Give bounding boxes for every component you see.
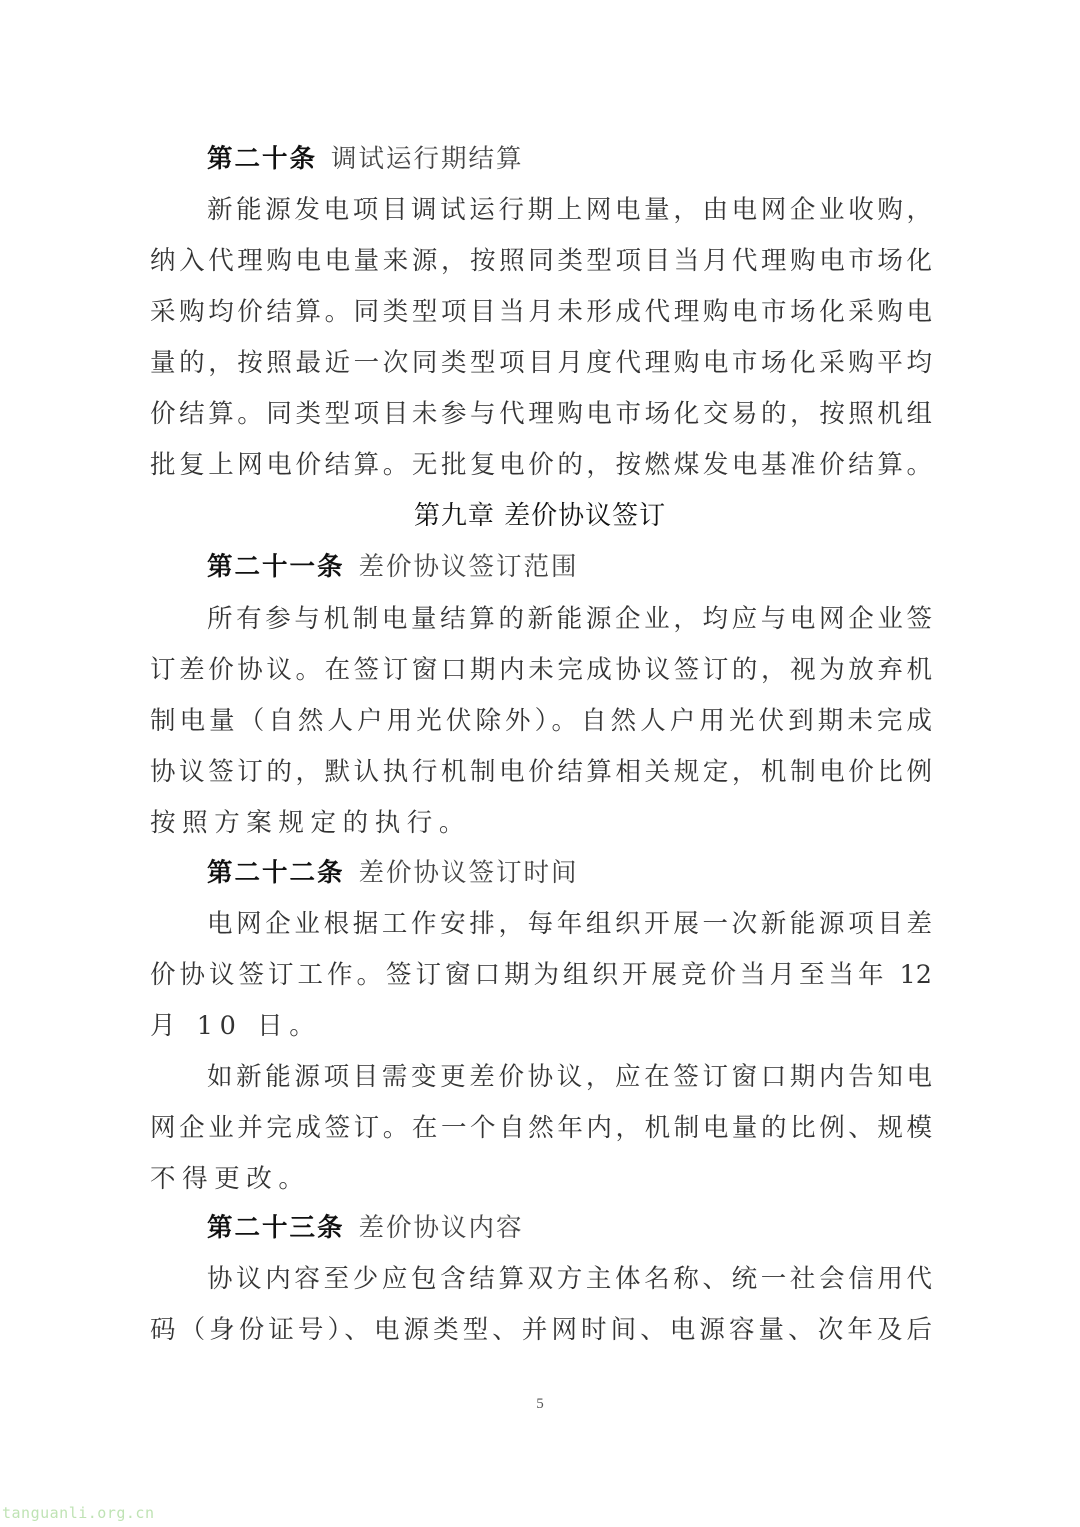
article-23-number: 第二十三条 [207,1213,345,1243]
article-20-line-4: 量的，按照最近一次同类型项目月度代理购电市场化采购平均 [150,348,932,378]
article-21-line-1: 所有参与机制电量结算的新能源企业，均应与电网企业签 [207,604,932,634]
article-22-heading [207,848,579,899]
article-21-line-5: 按照方案规定的执行。 [150,808,472,838]
article-23-heading [207,1203,524,1254]
article-22-line-1: 电网企业根据工作安排，每年组织开展一次新能源项目差 [207,909,932,939]
article-21-title: 差价协议签订范围 [358,552,579,582]
article-22-para2-line-1: 如新能源项目需变更差价协议，应在签订窗口期内告知电 [207,1062,932,1092]
article-20-line-2: 纳入代理购电电量来源，按照同类型项目当月代理购电市场化 [150,246,932,276]
article-22-para2-line-2: 网企业并完成签订。在一个自然年内，机制电量的比例、规模 [150,1113,932,1143]
article-20-line-6: 批复上网电价结算。无批复电价的，按燃煤发电基准价结算。 [150,450,932,480]
chapter-9-title: 第九章 差价协议签订 [413,501,667,531]
article-22-para2-line-3: 不得更改。 [150,1164,311,1194]
article-20-line-3: 采购均价结算。同类型项目当月未形成代理购电市场化采购电 [150,297,932,327]
article-23-line-1: 协议内容至少应包含结算双方主体名称、统一社会信用代 [207,1264,932,1294]
article-21-number: 第二十一条 [207,552,345,582]
article-21-line-3: 制电量（自然人户用光伏除外）。自然人户用光伏到期未完成 [150,706,932,736]
article-23-line-2: 码（身份证号）、电源类型、并网时间、电源容量、次年及后 [150,1315,932,1345]
page-number: 5 [536,1396,544,1412]
article-22-line-3: 月 10 日。 [150,1011,322,1041]
article-22-title: 差价协议签订时间 [358,858,579,888]
article-20-line-5: 价结算。同类型项目未参与代理购电市场化交易的，按照机组 [150,399,932,429]
article-20-line-1: 新能源发电项目调试运行期上网电量，由电网企业收购， [207,195,932,225]
article-23-title: 差价协议内容 [358,1213,524,1243]
article-21-line-2: 订差价协议。在签订窗口期内未完成协议签订的，视为放弃机 [150,655,932,685]
article-20-heading [207,134,524,185]
article-22-number: 第二十二条 [207,858,345,888]
article-20-title: 调试运行期结算 [331,144,524,174]
article-21-heading [207,542,579,593]
article-20-number: 第二十条 [207,144,318,174]
article-22-line-2: 价协议签订工作。签订窗口期为组织开展竞价当月至当年 12 [150,960,932,990]
article-21-line-4: 协议签订的，默认执行机制电价结算相关规定，机制电价比例 [150,757,932,787]
watermark-text: tanguanli.org.cn [2,1504,155,1522]
